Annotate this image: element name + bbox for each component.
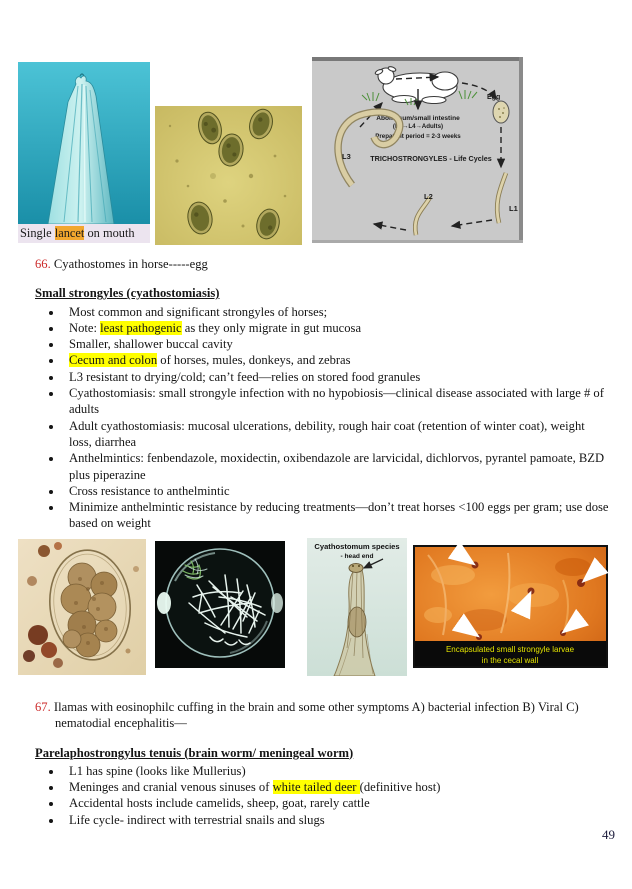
cyathostomum-head-micrograph (307, 538, 407, 676)
bullet-item: • Cecum and colon of horses, mules, donkeys, and zebras (63, 352, 609, 368)
strongyle-egg-morula-micrograph (18, 539, 146, 675)
caption-highlight: lancet (54, 226, 85, 240)
caption-text-end: on mouth (84, 226, 135, 240)
egg-label: Egg (487, 94, 501, 101)
egg-drawing (493, 101, 509, 123)
cecal-caption-line2: in the cecal wall (481, 656, 539, 665)
l3-label: L3 (342, 152, 351, 161)
lifecycle-title: TRICHOSTRONGYLES - Life Cycles (370, 154, 492, 163)
l1-label: L1 (509, 204, 518, 213)
question-66-line (35, 256, 609, 272)
bullet-item: • Life cycle- indirect with terrestrial snails and slugs (63, 812, 609, 828)
bullet-item: • Note: least pathogenic as they only migrate in gut mucosa (63, 320, 609, 336)
bullet-item: • Anthelmintics: fenbendazole, moxidectin, oxibendazole are larvicidal, dichlorvos, pyrantel pamoate, BZD plus piperazine (63, 450, 609, 483)
bullet-item: • L3 resistant to drying/cold; can’t feed—relies on stored food granules (63, 369, 609, 385)
small-strongyles-bullet-list (35, 304, 609, 532)
petri-dish-worms-photo (155, 541, 285, 668)
cecal-caption-line1: Encapsulated small strongyle larvae (445, 645, 575, 654)
cyathostomum-title: Cyathostomum species (314, 542, 400, 551)
section-heading-parelaphostrongylus: Parelaphostrongylus tenuis (brain worm/ meningeal worm) (35, 745, 354, 760)
lancet-photo-figure (18, 62, 150, 243)
glare-left (157, 592, 171, 614)
caption-text: Single (20, 226, 55, 240)
strongyle-eggs-micrograph (155, 106, 302, 245)
question-66-section (35, 256, 609, 532)
question-67-number: 67. (35, 700, 51, 714)
lancet-caption (18, 224, 150, 243)
question-66-text: Cyathostomes in horse-----egg (53, 257, 208, 271)
page-number: 49 (602, 827, 615, 842)
bullet-item: • Cyathostomiasis: small strongyle infection with no hypobiosis—clinical disease associated with large # of adults (63, 385, 609, 418)
lancet-photo (18, 62, 150, 224)
bullet-item: • L1 has spine (looks like Mullerius) (63, 763, 609, 779)
bullet-item: • Most common and significant strongyles of horses; (63, 304, 609, 320)
glare-right (271, 593, 283, 613)
question-66-number: 66. (35, 257, 51, 271)
parelaphostrongylus-bullet-list (35, 763, 609, 828)
cecal-wall-larvae-photo (413, 545, 608, 668)
section-heading-small-strongyles: Small strongyles (cyathostomiasis) (35, 286, 220, 301)
bullet-item: • Adult cyathostomiasis: mucosal ulcerations, debility, rough hair coat (retention of winter coat), weight loss, diarrhea (63, 418, 609, 451)
bullet-item: • Minimize anthelmintic resistance by reducing treatments—don’t treat horses <100 eggs per gram; use dose based on weight (63, 499, 609, 532)
trichostrongyle-lifecycle-diagram (312, 57, 523, 243)
bullet-item: • Smaller, shallower buccal cavity (63, 336, 609, 352)
bullet-item: • Meninges and cranial venous sinuses of white tailed deer (definitive host) (63, 779, 609, 795)
question-67-section (35, 699, 609, 828)
bullet-item: • Accidental hosts include camelids, sheep, goat, rarely cattle (63, 795, 609, 811)
question-67-text-line2: nematodial encephalitis— (55, 716, 187, 731)
site-line1: Abomasum/small intestine (376, 115, 460, 122)
bullet-item: • Cross resistance to anthelmintic (63, 483, 609, 499)
cyathostomum-subtitle: - head end (340, 553, 374, 560)
l2-label: L2 (424, 192, 433, 201)
question-67-text-line1: Ilamas with eosinophilc cuffing in the brain and some other symptoms A) bacterial infection B) Viral C) (53, 700, 579, 714)
question-67-line (35, 699, 609, 715)
site-line2: (L3→L4→Adults) (392, 123, 444, 130)
site-line3: Prepatent period = 2-3 weeks (375, 133, 461, 140)
